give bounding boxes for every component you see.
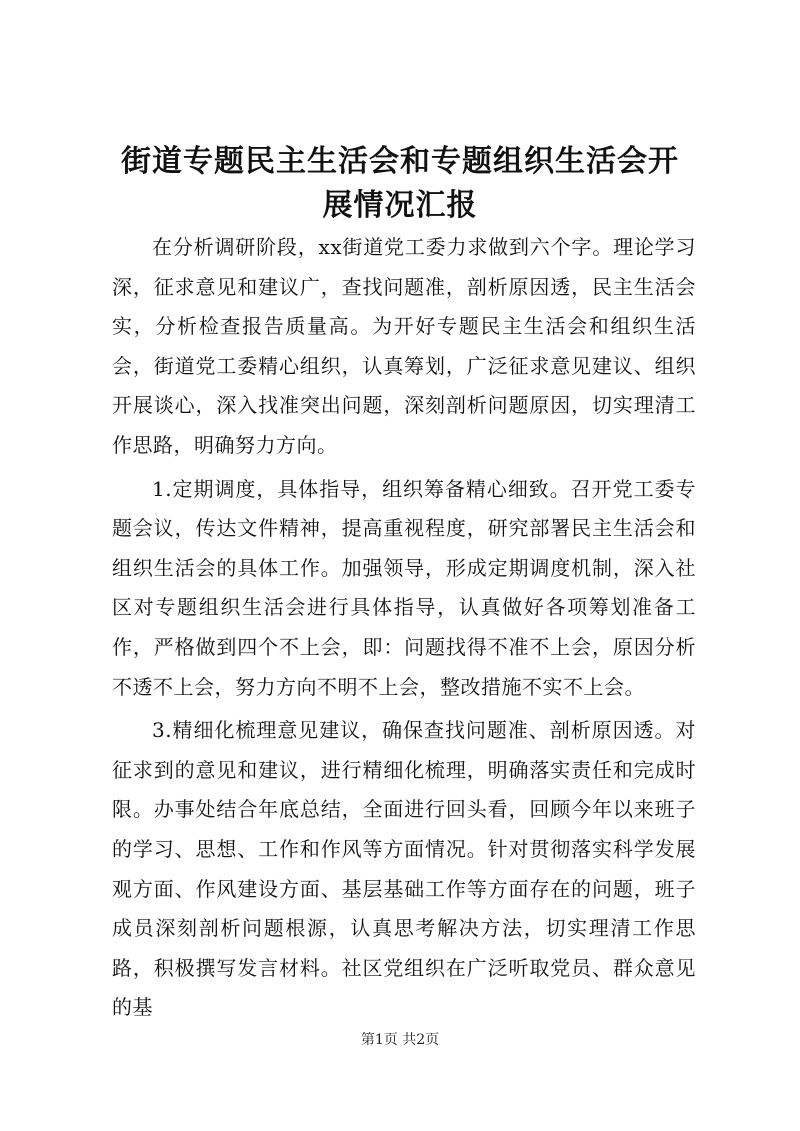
paragraph-refined-review: 3.精细化梳理意见建议，确保查找问题准、剖析原因透。对征求到的意见和建议，进行精细化梳理，明确落实责任和完成时限。办事处结合年底总结，全面进行回头看，回顾今年以来班子的学习、思想、工作和作风等方面情况。针对贯彻落实科学发展观方面、作风建设方面、基层基础工作等方面存在的问题，班子成员深刻剖析问题根源，认真思考解决方法，切实理清工作思路，积极撰写发言材料。社区党组织在广泛听取党员、群众意见的基	[112, 718, 696, 1020]
paragraph-analysis-stage: 在分析调研阶段，xx街道党工委力求做到六个字。理论学习深，征求意见和建议广，查找问题准，剖析原因透，民主生活会实，分析检查报告质量高。为开好专题民主生活会和组织生活会，街道党工委精心组织，认真筹划，广泛征求意见建议、组织开展谈心，深入找准突出问题，深刻剖析问题原因，切实理清工作思路，明确努力方向。	[112, 235, 696, 457]
paragraph-scheduling-guidance: 1.定期调度，具体指导，组织筹备精心细致。召开党工委专题会议，传达文件精神，提高重视程度，研究部署民主生活会和组织生活会的具体工作。加强领导，形成定期调度机制，深入社区对专题组织生活会进行具体指导，认真做好各项筹划准备工作，严格做到四个不上会，即：问题找得不准不上会，原因分析不透不上会，努力方向不明不上会，整改措施不实不上会。	[112, 476, 696, 699]
page-footer: 第1页 共2页	[360, 1032, 440, 1048]
document-body	[112, 228, 696, 1028]
document-title: 街道专题民主生活会和专题组织生活会开展情况汇报	[121, 144, 679, 223]
